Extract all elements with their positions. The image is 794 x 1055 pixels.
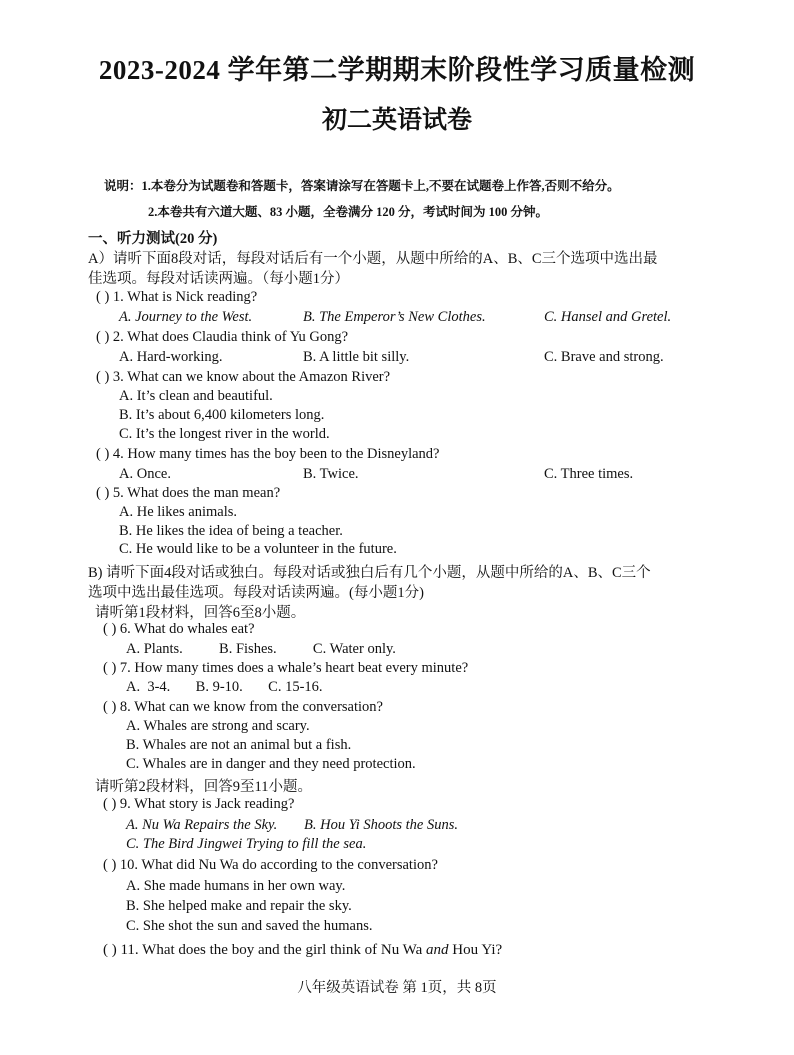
part-b-instructions-line2: 选项中选出最佳选项。每段对话读两遍。(每小题1分) <box>88 585 424 601</box>
part-b-instructions-line1: B) 请听下面4段对话或独白。每段对话或独白后有几个小题，从题中所给的A、B、C三个 <box>88 565 651 581</box>
question-3: ( ) 3. What can we know about the Amazon River? <box>96 369 391 385</box>
question-1-option-b: B. The Emperor’s New Clothes. <box>303 309 486 325</box>
question-11-text-end: Hou Yi? <box>448 942 503 958</box>
question-3-option-a: A. It’s clean and beautiful. <box>119 388 273 404</box>
question-4-option-a: A. Once. <box>119 466 171 482</box>
question-9: ( ) 9. What story is Jack reading? <box>103 796 295 812</box>
question-2: ( ) 2. What does Claudia think of Yu Gong? <box>96 329 349 345</box>
question-9-option-c: C. The Bird Jingwei Trying to fill the sea. <box>126 836 367 852</box>
question-7: ( ) 7. How many times does a whale’s heart beat every minute? <box>103 660 469 676</box>
question-1: ( ) 1. What is Nick reading? <box>96 289 258 305</box>
question-2-option-b: B. A little bit silly. <box>303 349 410 365</box>
question-8-option-a: A. Whales are strong and scary. <box>126 718 310 734</box>
question-2-option-a: A. Hard-working. <box>119 349 223 365</box>
part-a-instructions-line2: 佳选项。每段对话读两遍。（每小题1分） <box>88 271 349 287</box>
question-4: ( ) 4. How many times has the boy been to the Disneyland? <box>96 446 440 462</box>
question-5-option-b: B. He likes the idea of being a teacher. <box>119 523 343 539</box>
material-2-instruction: 请听第2段材料，回答9至11小题。 <box>95 779 312 795</box>
question-2-option-c: C. Brave and strong. <box>544 349 664 365</box>
part-a-instructions-line1: A）请听下面8段对话，每段对话后有一个小题，从题中所给的A、B、C三个选项中选出最 <box>88 251 658 267</box>
question-9-option-a: A. Nu Wa Repairs the Sky. <box>126 817 278 833</box>
question-9-option-b: B. Hou Yi Shoots the Suns. <box>304 817 458 833</box>
question-4-option-b: B. Twice. <box>303 466 359 482</box>
question-5: ( ) 5. What does the man mean? <box>96 485 281 501</box>
question-8-option-c: C. Whales are in danger and they need protection. <box>126 756 416 772</box>
question-3-option-b: B. It’s about 6,400 kilometers long. <box>119 407 325 423</box>
question-11-italic-and: and <box>426 942 449 958</box>
question-11 <box>103 942 502 959</box>
question-8-option-b: B. Whales are not an animal but a fish. <box>126 737 352 753</box>
question-11-text-start: ( ) 11. What does the boy and the girl think of Nu Wa <box>103 942 427 958</box>
material-1-instruction: 请听第1段材料，回答6至8小题。 <box>95 605 306 621</box>
section-title-listening: 一、听力测试(20 分) <box>88 231 218 247</box>
question-10: ( ) 10. What did Nu Wa do according to the conversation? <box>103 857 438 873</box>
question-5-option-c: C. He would like to be a volunteer in the future. <box>119 541 397 557</box>
question-6: ( ) 6. What do whales eat? <box>103 621 255 637</box>
question-10-option-c: C. She shot the sun and saved the humans. <box>126 918 373 934</box>
question-1-option-c: C. Hansel and Gretel. <box>544 309 672 325</box>
note-line-1: 说明：1.本卷分为试题卷和答题卡，答案请涂写在答题卡上,不要在试题卷上作答,否则不给分。 <box>104 179 620 193</box>
question-3-option-c: C. It’s the longest river in the world. <box>119 426 330 442</box>
page-footer: 八年级英语试卷 第 1页，共 8页 <box>297 980 497 996</box>
question-8: ( ) 8. What can we know from the conversation? <box>103 699 383 715</box>
note-line-2: 2.本卷共有六道大题、83 小题，全卷满分 120 分，考试时间为 100 分钟。 <box>148 205 549 219</box>
question-5-option-a: A. He likes animals. <box>119 504 237 520</box>
question-4-option-c: C. Three times. <box>544 466 634 482</box>
question-10-option-a: A. She made humans in her own way. <box>126 878 346 894</box>
question-1-option-a: A. Journey to the West. <box>119 309 253 325</box>
exam-title: 2023-2024 学年第二学期期末阶段性学习质量检测 <box>98 55 696 85</box>
question-6-options: A. Plants. B. Fishes. C. Water only. <box>126 641 396 657</box>
question-10-option-b: B. She helped make and repair the sky. <box>126 898 352 914</box>
exam-subtitle: 初二英语试卷 <box>321 107 472 134</box>
question-7-options: A. 3-4. B. 9-10. C. 15-16. <box>126 679 323 695</box>
